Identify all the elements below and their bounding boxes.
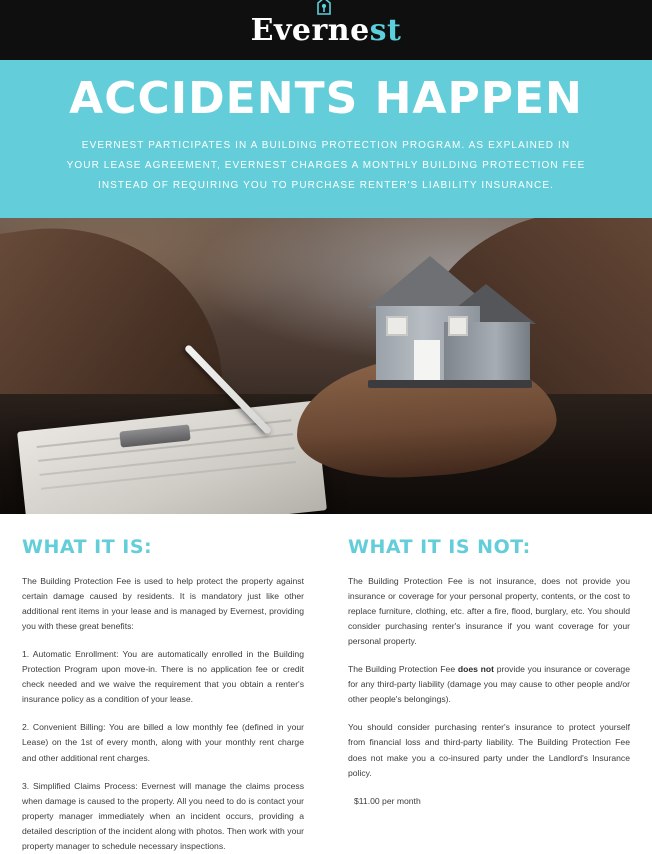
house-key-icon: [317, 0, 331, 15]
hero-photo: [0, 218, 652, 514]
paragraph-2-emphasis: does not: [457, 664, 494, 675]
what-it-is-paragraph-3: 2. Convenient Billing: You are billed a low monthly fee (defined in your Lease) on the 1st of every month, along with your monthly rent charge and other additional rent charges.: [22, 722, 304, 763]
model-house-icon: [342, 256, 532, 386]
logo-bar: [0, 0, 652, 60]
what-it-is-not-column: [326, 536, 630, 854]
what-it-is-paragraph-2: 1. Automatic Enrollment: You are automatically enrolled in the Building Protection Program upon move-in. There is no application fee or credit check needed and we waive the requirement that you obtain a renter's insurance policy as a condition of your lease.: [22, 649, 304, 705]
house-window-right: [448, 316, 468, 336]
what-it-is-not-paragraph-2: [348, 662, 630, 707]
house-window-left: [386, 316, 408, 336]
what-it-is-not-paragraph-1: The Building Protection Fee is not insurance, does not provide you insurance or coverage for your personal property, contents, or the cost to replace furniture, clothing, etc. after a fire, flood, burglary, etc. You should consider purchasing renter's insurance if you want coverage for your personal property.: [348, 576, 630, 647]
banner: [0, 60, 652, 218]
house-door: [414, 340, 440, 382]
what-it-is-column: [22, 536, 326, 854]
what-it-is-not-paragraph-3: You should consider purchasing renter's insurance to protect yourself from financial loss and third-party liability. The Building Protection Fee does not make you a co-insured party under the Landlord's Insurance policy.: [348, 722, 630, 778]
what-it-is-paragraph-1: The Building Protection Fee is used to help protect the property against certain damage caused by residents. It is mandatory just like other additional rent items in your lease and is managed by Evernest, providing you with these great benefits:: [22, 576, 304, 632]
content-columns: [0, 514, 652, 854]
what-it-is-not-heading: WHAT IT IS NOT:: [348, 536, 531, 559]
page-title: ACCIDENTS HAPPEN: [69, 73, 583, 124]
paragraph-2-pre: The Building Protection Fee: [348, 664, 458, 675]
logo-text-part2: st: [369, 12, 402, 48]
banner-subtext: EVERNEST PARTICIPATES IN A BUILDING PROTECTION PROGRAM. AS EXPLAINED IN YOUR LEASE AGREEMENT, EVERNEST CHARGES A MONTHLY BUILDING PROTECTION FEE INSTEAD OF REQUIRING YOU TO PURCHASE RENTER'S LIABILITY INSURANCE.: [66, 140, 586, 192]
house-base: [368, 380, 532, 388]
monthly-price: $11.00 per month: [354, 795, 421, 806]
what-it-is-heading: WHAT IT IS:: [22, 536, 153, 559]
paragraph-2-post: provide you insurance or coverage for any third-party liability (damage you may cause to other people and/or other people's belongings).: [348, 664, 630, 705]
evernest-logo: [251, 13, 402, 48]
logo-text-part1: Everne: [250, 12, 370, 48]
what-it-is-paragraph-4: 3. Simplified Claims Process: Evernest will manage the claims process when damage is caused to the property. All you need to do is contact your property manager immediately when an incident occurs, providing a detailed description of the incident along with photos. Then work with your property manager to schedule necessary inspections.: [22, 780, 304, 851]
logo-wordmark: [251, 13, 402, 48]
